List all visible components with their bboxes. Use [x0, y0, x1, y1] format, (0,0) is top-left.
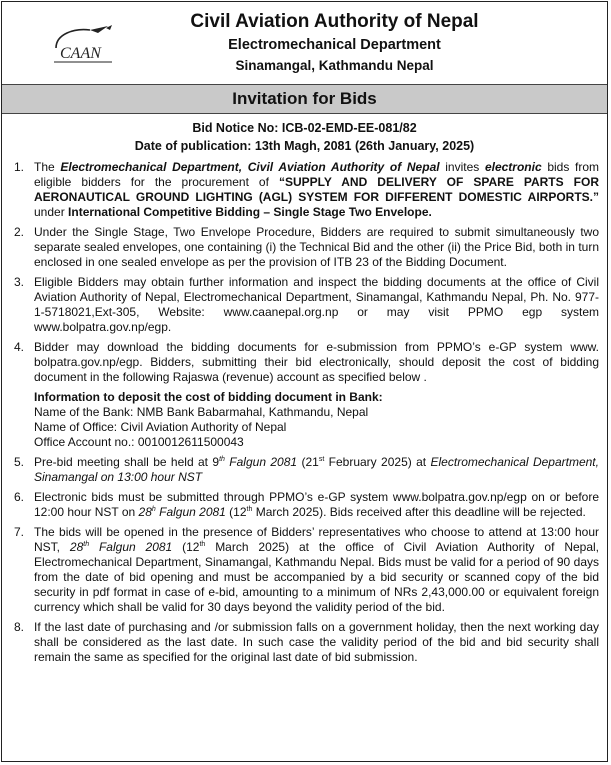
list-item: [10, 340, 599, 385]
list-item: [10, 160, 599, 220]
item-text-italic: Falgun 2081: [155, 505, 226, 519]
item-number: 6.: [14, 490, 25, 504]
item-text-italic: 28: [138, 505, 152, 519]
list-item: [10, 620, 599, 665]
item-text-italic: Falgun 2081: [224, 455, 298, 469]
item-text: Under the Single Stage, Two Envelope Procedure, Bidders are required to submit simultaneously two separate sealed envelopes, one containing (i) the Technical Bid and the other (ii) the Price Bid, both in turn enclosed in one sealed envelope as per the provision of ITB 23 of the Bidding Document.: [34, 225, 599, 269]
item-text: March 2025) at the office of Civil Aviation Authority of Nepal, Electromechanical Department, Sinamangal, Kathmandu Nepal. Bids must be valid for a period of 90 days from the date of bid opening and must be accompanied by a bid security or scanned copy of the bid security in pdf format in case of e-bid, amounting to a minimum of NRs 2,43,000.00 or equivalent foreign currency which shall be valid for 30 days beyond the validity period of the bid.: [34, 540, 600, 614]
item-number: 3.: [14, 275, 25, 289]
item-text: Bidder may download the bidding documents for e-submission from PPMO’s e-GP system www. bolpatra.gov.np/egp. Bidders, submitting their bid electronically, should deposit the cost of bidding document in the following Rajaswa (revenue) account as specified below .: [34, 340, 599, 384]
bank-name: Name of the Bank: NMB Bank Babarmahal, Kathmandu, Nepal: [34, 405, 369, 419]
superscript: th: [219, 456, 225, 463]
office-account: Office Account no.: 0010012611500043: [34, 435, 244, 449]
svg-text:CAAN: CAAN: [60, 45, 101, 62]
item-text-bold: electronic: [484, 160, 542, 174]
item-text: (21: [297, 455, 319, 469]
list-item: [10, 275, 599, 335]
item-text: March 2025). Bids received after this deadline will be rejected.: [252, 505, 586, 519]
item-text: Electronic bids must be submitted through PPMO’s e-GP system www.bolpatra.gov.np/egp on or before 12:00 hour NST on: [34, 490, 599, 519]
item-number: 7.: [14, 525, 25, 539]
item-text: If the last date of purchasing and /or submission falls on a government holiday, then the next working day shall be considered as the last date. In such case the validity period of the bid and bid security shall remain the same as specified for the original last date of bid submission.: [34, 620, 599, 664]
item-number: 2.: [14, 225, 25, 239]
item-number: 4.: [14, 340, 25, 354]
item-text: Pre-bid meeting shall be held at 9: [34, 455, 220, 469]
office-name: Name of Office: Civil Aviation Authority of Nepal: [34, 420, 287, 434]
item-text: The bids will be opened in the presence of Bidders’ representatives who choose to attend at 13:00 hour NST,: [34, 525, 599, 554]
department-name: Electromechanical Department: [228, 37, 441, 53]
bidding-method: International Competitive Bidding – Single Stage Two Envelope.: [68, 205, 432, 219]
header: [2, 2, 607, 82]
list-item: [10, 225, 599, 270]
list-item: [10, 455, 599, 485]
address: Sinamangal, Kathmandu Nepal: [235, 58, 434, 73]
item-number: 5.: [14, 455, 25, 469]
item-text: bids from eligible bidders for the procurement of: [34, 160, 599, 189]
item-text: invites: [439, 160, 485, 174]
procurement-title: “SUPPLY AND DELIVERY OF SPARE PARTS FOR AERONAUTICAL GROUND LIGHTING (AGL) SYSTEM FOR DIFFERENT DOMESTIC AIRPORTS.”: [34, 175, 600, 204]
item-text: (12: [172, 540, 200, 554]
publication-date: Date of publication: 13th Magh, 2081 (26th January, 2025): [134, 139, 475, 153]
superscript: st: [318, 456, 325, 463]
item-text-italic: Electromechanical Department, Sinamangal on 13:00 hour NST: [34, 455, 599, 484]
notice-body: [10, 160, 599, 670]
item-number: 1.: [14, 160, 25, 174]
item-text-italic: Falgun 2081: [89, 540, 173, 554]
org-name: Civil Aviation Authority of Nepal: [190, 11, 479, 32]
list-item: [10, 525, 599, 615]
list-item: [10, 490, 599, 520]
bid-notice-document: [1, 1, 608, 762]
superscript: th: [246, 506, 253, 513]
item-text-italic: 28: [69, 540, 84, 554]
item-text: (12: [225, 505, 247, 519]
bid-notice-number: Bid Notice No: ICB-02-EMD-EE-081/82: [192, 121, 417, 135]
superscript: th: [83, 541, 90, 548]
bank-info: [10, 390, 599, 450]
superscript: h: [151, 506, 156, 513]
superscript: th: [199, 541, 206, 548]
item-number: 8.: [14, 620, 25, 634]
item-text-bold: Electromechanical Department, Civil Aviation Authority of Nepal: [60, 160, 440, 174]
item-text: The: [34, 160, 61, 174]
page-title: Invitation for Bids: [2, 84, 607, 114]
item-text: February 2025) at: [324, 455, 431, 469]
item-text: Eligible Bidders may obtain further information and inspect the bidding documents at the office of Civil Aviation Authority of Nepal, Electromechanical Department, Sinamangal, Kathmandu Nepal, Ph. No. 977-1-5718021,Ext-305, Website: www.caanepal.org.np or may visit PPMO egp system www.bolpatra.gov.np/egp.: [34, 275, 599, 334]
item-text: under: [34, 205, 69, 219]
bank-info-title: Information to deposit the cost of bidding document in Bank:: [34, 390, 383, 404]
